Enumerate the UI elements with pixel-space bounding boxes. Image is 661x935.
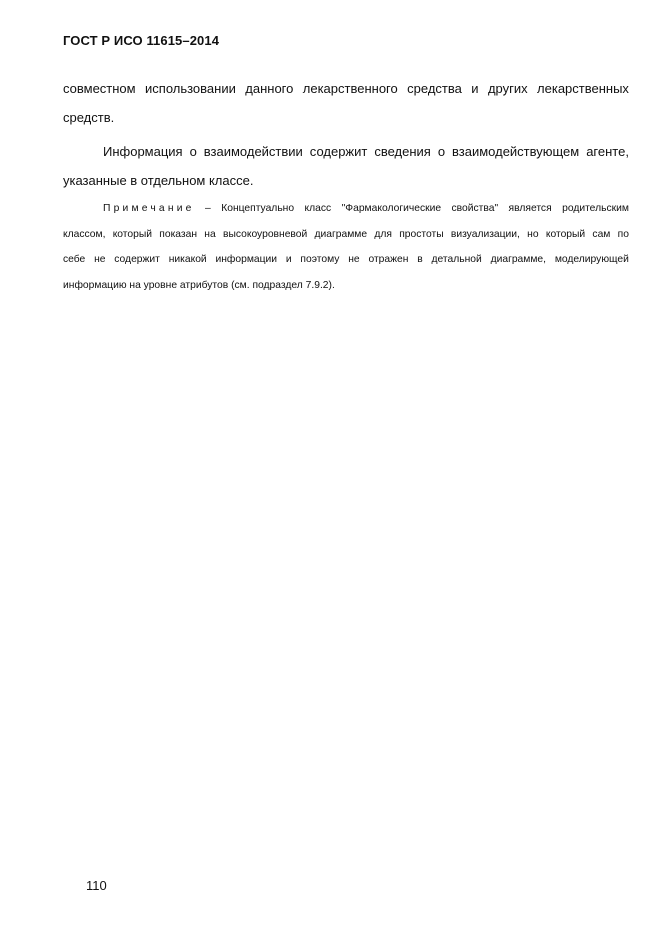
word: Концептуально [221, 203, 295, 214]
word: о [437, 144, 446, 159]
word: взаимодействующем [452, 144, 580, 159]
word: отражен [368, 254, 409, 265]
word: "Фармакологические [341, 203, 442, 214]
note-block [63, 196, 629, 298]
word: простоты [399, 228, 444, 240]
word: детальной [431, 254, 482, 265]
note-line-1 [63, 196, 629, 222]
word: – [205, 203, 211, 214]
page-number: 110 [86, 878, 107, 893]
word: но [527, 228, 539, 240]
word: использовании [145, 81, 236, 96]
word: по [617, 228, 629, 240]
word: себе [63, 254, 86, 265]
note-line-2 [63, 222, 629, 248]
word: который [112, 228, 153, 240]
word: и [285, 254, 292, 265]
word: данного [245, 81, 294, 96]
word: свойства" [451, 203, 499, 214]
word: является [508, 203, 552, 214]
word: не [348, 254, 360, 265]
word: диаграмме [314, 228, 368, 240]
word: никакой [168, 254, 207, 265]
word: не [94, 254, 106, 265]
word: лекарственного [302, 81, 398, 96]
word: класс [304, 203, 332, 214]
word: на [204, 228, 216, 240]
word: поэтому [300, 254, 340, 265]
document-header: ГОСТ Р ИСО 11615–2014 [63, 33, 220, 48]
word: родительским [562, 203, 629, 214]
paragraph-2 [63, 137, 629, 195]
word: других [487, 81, 528, 96]
word: сам [592, 228, 611, 240]
word: для [374, 228, 392, 240]
word: визуализации, [450, 228, 520, 240]
word: совместном [63, 81, 136, 96]
word: моделирующей [554, 254, 629, 265]
word: о [189, 144, 197, 159]
paragraph-1-line-1 [63, 74, 629, 103]
word: информации [215, 254, 278, 265]
note-line-3 [63, 247, 629, 273]
word: содержит [309, 144, 368, 159]
paragraph-1-line-2: средств. [63, 110, 115, 125]
word: в [417, 254, 423, 265]
word: высокоуровневой [222, 228, 308, 240]
note-line-4: информацию на уровне атрибутов (см. подраздел 7.9.2). [63, 279, 335, 291]
paragraph-2-line-1 [63, 137, 629, 166]
word: показан [159, 228, 198, 240]
word: диаграмме, [490, 254, 547, 265]
word: классом, [63, 228, 106, 240]
paragraph-2-line-2: указанные в отдельном классе. [63, 173, 254, 188]
word: средства [407, 81, 462, 96]
paragraph-1 [63, 74, 629, 132]
word: и [471, 81, 479, 96]
word: Информация [103, 144, 183, 159]
word: сведения [374, 144, 431, 159]
word: содержит [114, 254, 160, 265]
word: который [545, 228, 586, 240]
word: лекарственных [537, 81, 629, 96]
word: взаимодействии [203, 144, 303, 159]
note-label: Примечание [103, 203, 195, 214]
word: агенте, [586, 144, 629, 159]
